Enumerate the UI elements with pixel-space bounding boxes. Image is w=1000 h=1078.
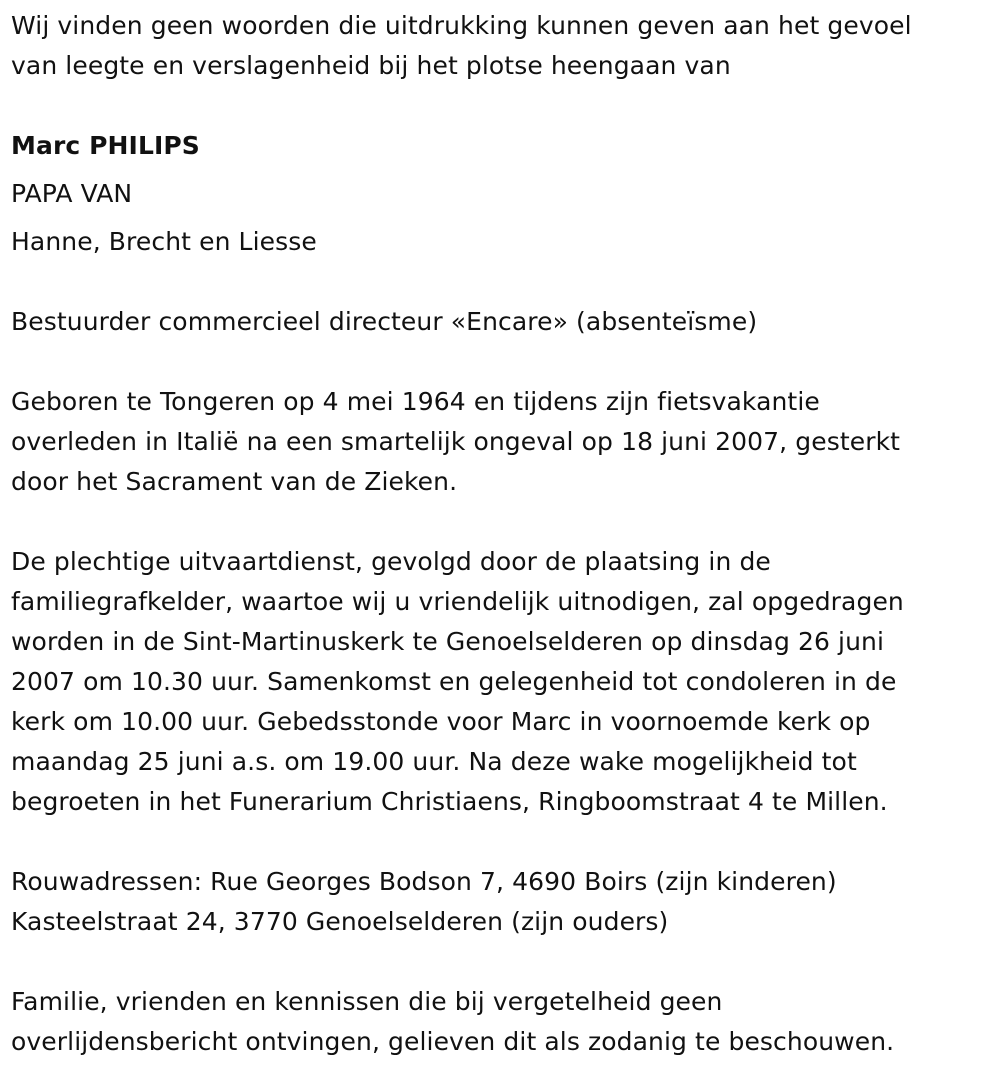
birth-death-text: Geboren te Tongeren op 4 mei 1964 en tijdens zijn fietsvakantie overleden in Italië na een smartelijk ongeval op 18 juni 2007, gesterkt door het Sacrament van de Zieken. (11, 387, 901, 496)
mourning-addresses: Rouwadressen: Rue Georges Bodson 7, 4690 Boirs (zijn kinderen) Kasteelstraat 24, 3770 Genoelselderen (zijn ouders) (11, 867, 837, 936)
deceased-name: Marc PHILIPS (11, 131, 200, 160)
funeral-service-text: De plechtige uitvaartdienst, gevolgd door de plaatsing in de familiegrafkelder, waartoe wij u vriendelijk uitnodigen, zal opgedragen worden in de Sint-Martinuskerk te Genoelselderen op dinsdag 26 juni 2007 om 10.30 uur. Samenkomst en gelegenheid tot condoleren in de kerk om 10.00 uur. Gebedsstonde voor Marc in voornoemde kerk op maandag 25 juni a.s. om 19.00 uur. Na deze wake mogelijkheid tot begroeten in het Funerarium Christiaens, Ringboomstraat 4 te Millen. (11, 547, 904, 816)
family-note: Familie, vrienden en kennissen die bij vergetelheid geen overlijdensbericht ontvingen, gelieven dit als zodanig te beschouwen. (11, 987, 895, 1056)
function-text: Bestuurder commercieel directeur «Encare» (absenteïsme) (11, 307, 758, 336)
papa-van-label: PAPA VAN (11, 179, 133, 208)
intro-text: Wij vinden geen woorden die uitdrukking kunnen geven aan het gevoel van leegte en verslagenheid bij het plotse heengaan van (11, 11, 912, 80)
children-names: Hanne, Brecht en Liesse (11, 227, 317, 256)
